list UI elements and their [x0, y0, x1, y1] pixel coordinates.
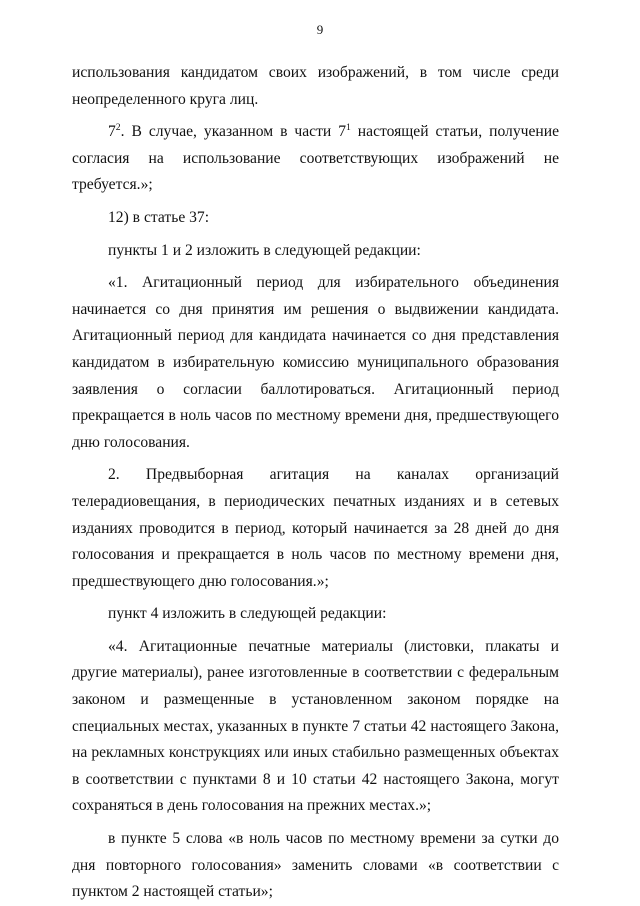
document-body	[72, 60, 559, 906]
item-number-superscript: 2	[115, 122, 121, 133]
paragraph-item-12: 12) в статье 37:	[108, 208, 210, 226]
paragraph-instruction: пункты 1 и 2 изложить в следующей редакции:	[108, 241, 421, 259]
paragraph-clause-4: «4. Агитационные печатные материалы (листовки, плакаты и другие материалы), ранее изготовленные в соответствии с федеральным законом и размещенные в установленном законом порядке на специальных местах, указанных в пункте 7 статьи 42 настоящего Закона, на рекламных конструкциях или иных стабильно размещенных объектах в соответствии с пунктами 8 и 10 статьи 42 настоящего Закона, могут сохраняться в день голосования на прежних местах.»;	[72, 637, 559, 815]
item-number: 7	[108, 123, 116, 141]
paragraph-instruction: пункт 4 изложить в следующей редакции:	[108, 605, 387, 623]
paragraph-clause-5-amendment: в пункте 5 слова «в ноль часов по местному времени за сутки до дня повторного голосования» заменить словами «в соответствии с пунктом 2 настоящей статьи»;	[72, 830, 559, 901]
paragraph-7-2	[72, 119, 559, 199]
paragraph-text: . В случае, указанном в части 7	[120, 123, 347, 141]
paragraph-continuation: использования кандидатом своих изображений, в том числе среди неопределенного круга лиц.	[72, 64, 559, 108]
reference-superscript: 1	[346, 122, 351, 133]
paragraph-text: настоящей статьи, получение согласия на использование соответствующих изображений не требуется.»;	[72, 123, 559, 194]
paragraph-clause-1: «1. Агитационный период для избирательного объединения начинается со дня принятия им решения о выдвижении кандидата. Агитационный период для кандидата начинается со дня представления кандидатом в избирательную комиссию муниципального образования заявления о согласии баллотироваться. Агитационный период прекращается в ноль часов по местному времени дня, предшествующего дню голосования.	[72, 274, 559, 451]
page-number: 9	[316, 22, 324, 37]
paragraph-clause-2: 2. Предвыборная агитация на каналах организаций телерадиовещания, в периодических печатных изданиях и в сетевых изданиях проводится в период, который начинается за 28 дней до дня голосования и прекращается в ноль часов по местному времени дня, предшествующего дню голосования.»;	[72, 466, 559, 590]
